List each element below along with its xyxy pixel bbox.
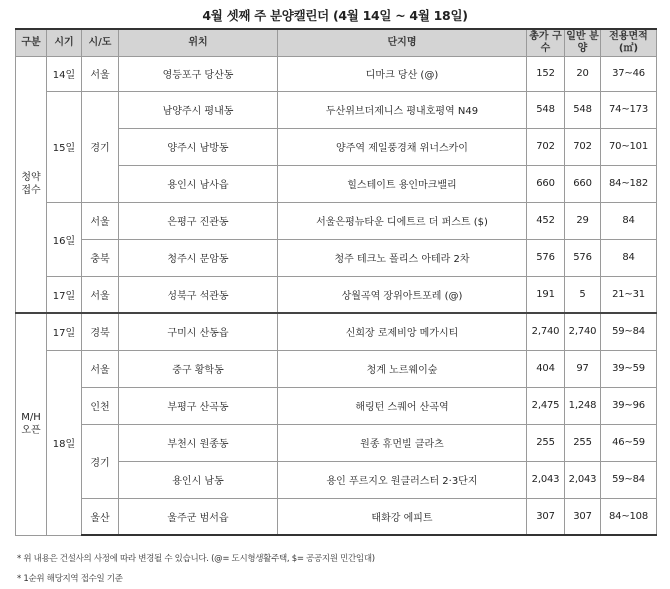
date-cell: 17일 <box>47 313 82 350</box>
total-units-cell: 2,475 <box>527 387 565 424</box>
date-cell: 16일 <box>47 202 82 276</box>
location-cell: 영등포구 당산동 <box>119 56 278 91</box>
group-label: 청약 접수 <box>16 56 47 313</box>
table-row <box>16 387 657 424</box>
area-cell: 84~182 <box>601 165 657 202</box>
date-cell: 15일 <box>47 91 82 202</box>
total-units-cell: 576 <box>527 239 565 276</box>
complex-name-cell: 두산위브더제니스 평내호평역 N49 <box>278 91 527 128</box>
region-cell: 울산 <box>82 498 119 535</box>
general-supply-cell: 5 <box>565 276 601 313</box>
location-cell: 용인시 남사읍 <box>119 165 278 202</box>
complex-name-cell: 양주역 제일풍경채 위너스카이 <box>278 128 527 165</box>
table-row <box>16 202 657 239</box>
complex-name-cell: 청계 노르웨이숲 <box>278 350 527 387</box>
table-row <box>16 313 657 350</box>
complex-name-cell: 원종 휴먼빌 클라츠 <box>278 424 527 461</box>
header-sido: 시/도 <box>82 29 119 56</box>
location-cell: 성북구 석관동 <box>119 276 278 313</box>
complex-name-cell: 상월곡역 장위아트포레 (@) <box>278 276 527 313</box>
header-area: 전용면적 (㎡) <box>601 29 657 56</box>
footnote: * 1순위 해당지역 접수일 기준 <box>17 574 123 584</box>
area-cell: 59~84 <box>601 461 657 498</box>
table-row <box>16 56 657 91</box>
complex-name-cell: 해링턴 스퀘어 산곡역 <box>278 387 527 424</box>
general-supply-cell: 20 <box>565 56 601 91</box>
complex-name-cell: 신희장 로제비앙 메가시티 <box>278 313 527 350</box>
location-cell: 부천시 원종동 <box>119 424 278 461</box>
total-units-cell: 548 <box>527 91 565 128</box>
general-supply-cell: 548 <box>565 91 601 128</box>
region-cell: 서울 <box>82 350 119 387</box>
total-units-cell: 152 <box>527 56 565 91</box>
location-cell: 부평구 산곡동 <box>119 387 278 424</box>
total-units-cell: 2,043 <box>527 461 565 498</box>
table-row <box>16 498 657 535</box>
general-supply-cell: 660 <box>565 165 601 202</box>
area-cell: 84 <box>601 202 657 239</box>
region-cell: 경기 <box>82 424 119 498</box>
total-units-cell: 702 <box>527 128 565 165</box>
header-general-supply: 일반 분양 <box>565 29 601 56</box>
location-cell: 용인시 남동 <box>119 461 278 498</box>
calendar-table <box>15 28 657 536</box>
header-location: 위치 <box>119 29 278 56</box>
general-supply-cell: 2,740 <box>565 313 601 350</box>
table-row <box>16 424 657 461</box>
region-cell: 서울 <box>82 202 119 239</box>
header-complex-name: 단지명 <box>278 29 527 56</box>
area-cell: 84 <box>601 239 657 276</box>
general-supply-cell: 307 <box>565 498 601 535</box>
region-cell: 서울 <box>82 56 119 91</box>
general-supply-cell: 576 <box>565 239 601 276</box>
total-units-cell: 660 <box>527 165 565 202</box>
total-units-cell: 255 <box>527 424 565 461</box>
header-sigi: 시기 <box>47 29 82 56</box>
general-supply-cell: 1,248 <box>565 387 601 424</box>
table-row <box>16 239 657 276</box>
area-cell: 70~101 <box>601 128 657 165</box>
table-row <box>16 91 657 128</box>
region-cell: 인천 <box>82 387 119 424</box>
area-cell: 21~31 <box>601 276 657 313</box>
region-cell: 서울 <box>82 276 119 313</box>
header-total-units: 총가 구수 <box>527 29 565 56</box>
total-units-cell: 452 <box>527 202 565 239</box>
location-cell: 청주시 문암동 <box>119 239 278 276</box>
complex-name-cell: 디마크 당산 (@) <box>278 56 527 91</box>
complex-name-cell: 청주 테크노 폴리스 아테라 2차 <box>278 239 527 276</box>
location-cell: 남양주시 평내동 <box>119 91 278 128</box>
region-cell: 경북 <box>82 313 119 350</box>
area-cell: 59~84 <box>601 313 657 350</box>
table-row <box>16 350 657 387</box>
group-label: M/H 오픈 <box>16 313 47 535</box>
general-supply-cell: 97 <box>565 350 601 387</box>
header-gubun: 구분 <box>16 29 47 56</box>
total-units-cell: 307 <box>527 498 565 535</box>
date-cell: 17일 <box>47 276 82 313</box>
general-supply-cell: 29 <box>565 202 601 239</box>
area-cell: 74~173 <box>601 91 657 128</box>
footnote: * 위 내용은 건설사의 사정에 따라 변경될 수 있습니다. (@= 도시형생활주택, $= 공공지원 민간임대) <box>17 554 375 564</box>
area-cell: 37~46 <box>601 56 657 91</box>
area-cell: 39~96 <box>601 387 657 424</box>
complex-name-cell: 힐스테이트 용인마크밸리 <box>278 165 527 202</box>
location-cell: 중구 황학동 <box>119 350 278 387</box>
total-units-cell: 2,740 <box>527 313 565 350</box>
complex-name-cell: 태화강 에피트 <box>278 498 527 535</box>
header-row <box>16 29 657 56</box>
date-cell: 18일 <box>47 350 82 535</box>
table-row <box>16 276 657 313</box>
general-supply-cell: 255 <box>565 424 601 461</box>
general-supply-cell: 702 <box>565 128 601 165</box>
date-cell: 14일 <box>47 56 82 91</box>
location-cell: 울주군 범서읍 <box>119 498 278 535</box>
complex-name-cell: 용인 푸르지오 원클러스터 2·3단지 <box>278 461 527 498</box>
area-cell: 46~59 <box>601 424 657 461</box>
total-units-cell: 404 <box>527 350 565 387</box>
location-cell: 양주시 남방동 <box>119 128 278 165</box>
region-cell: 경기 <box>82 91 119 202</box>
page-title: 4월 셋째 주 분양캘린더 (4월 14일 ~ 4월 18일) <box>202 8 468 23</box>
area-cell: 39~59 <box>601 350 657 387</box>
general-supply-cell: 2,043 <box>565 461 601 498</box>
region-cell: 충북 <box>82 239 119 276</box>
complex-name-cell: 서울은평뉴타운 디에트르 더 퍼스트 ($) <box>278 202 527 239</box>
total-units-cell: 191 <box>527 276 565 313</box>
area-cell: 84~108 <box>601 498 657 535</box>
location-cell: 구미시 산동읍 <box>119 313 278 350</box>
location-cell: 은평구 진관동 <box>119 202 278 239</box>
